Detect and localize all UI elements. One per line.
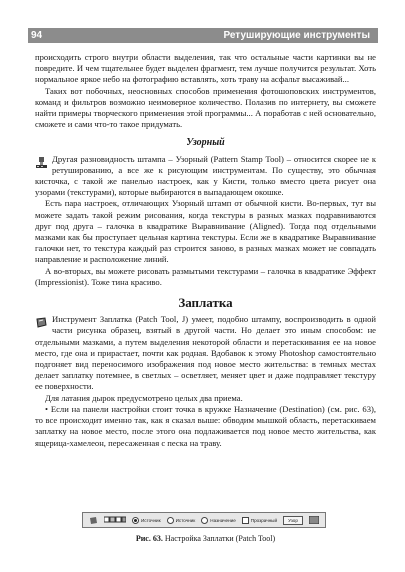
option-label: Назначение	[210, 517, 236, 523]
patch-options-bar-figure	[82, 512, 326, 528]
patch-tool-icon	[35, 316, 48, 332]
figure-caption	[35, 534, 376, 543]
page-body	[35, 52, 376, 449]
section-heading: Заплатка	[178, 295, 233, 311]
radio-button[interactable]	[132, 517, 139, 524]
paragraph: Таких вот побочных, неосновных способов применения фотошоповских инструментов, команд и фильтров возможно неимоверное количество. Полазив по интернету, вы сможете найти примеры творческого применения этой программы... А поработав с ней основательно, сможете и сами что-то такое придумать.	[35, 85, 376, 130]
radio-button[interactable]	[167, 517, 174, 524]
paragraph: • Если на панели настройки стоит точка в кружке Назначение (Destination) (см. рис. 63), то все происходит именно так, как я сказал выше: обводим мышкой область, перетаскиваем заплатку на новое место, после этого она подлаживается под новое место жительства, как ящерица-хамелеон, пересаженная с песка на траву.	[35, 403, 376, 448]
pattern-swatch[interactable]	[309, 516, 319, 524]
mode-icons	[104, 516, 126, 524]
paragraph-text: Инструмент Заплатка (Patch Tool, J) умеет, подобно штампу, воспроизводить в одной части рисунка образец, взятый в другой части. Но делает это иным способом: не отдельными мазками, а путем выделения некоторой области и перетаскивания ее на новое место, где она и прирастает, почти как родная. Вдобавок к этому Photoshop самостоятельно подгоняет вид переносимого изображения под новое место жительства: в темных местах делает заплатку потемнее, в светлых – осветляет, меняет цвет и даже подправляет текстуру ее поверхности.	[35, 314, 376, 392]
pattern-stamp-icon	[35, 156, 48, 172]
checkbox[interactable]	[242, 517, 249, 524]
option-item[interactable]	[201, 517, 236, 524]
option-label: Источник	[175, 517, 196, 523]
paragraph: происходить строго внутри области выделения, так что остальные части картинки вы не повредите. И чем тщательнее будет выделен фрагмент, тем лучше получится результат. Хоть нормальное яркое небо на фотографию вставлять, хоть траву на асфальт высаживай...	[35, 52, 376, 85]
paragraph	[35, 154, 376, 199]
paragraph: Для латания дырок предусмотрено целых два приема.	[45, 392, 243, 403]
use-pattern-button[interactable]: Узор	[283, 516, 303, 525]
option-label: Прозрачный	[250, 517, 278, 523]
option-item[interactable]	[242, 517, 277, 524]
option-label: Источник	[141, 517, 161, 523]
paragraph: Есть пара настроек, отличающих Узорный штамп от обычной кисти. Во-первых, тут вы можете задать такой режим рисования, когда текстуры в разных мазках подравниваются друг под друга – галочка в квадратике Выравнивание (Aligned). Тогда под отдельными мазками как бы проступает цельная картина текстуры. Если же в квадратике Выравнивание галочки нет, то текстура каждый раз строится заново, в разных мазках может не совпадать направление и расположение линий.	[35, 198, 376, 265]
tool-preset-icon	[89, 516, 98, 525]
radio-button[interactable]	[201, 517, 208, 524]
paragraph: А во-вторых, вы можете рисовать размытыми текстурами – галочка в квадратике Эффект (Impressionist). Тоже тина красиво.	[35, 265, 376, 287]
subsection-heading: Узорный	[186, 137, 225, 149]
page-header	[28, 28, 378, 43]
page-number: 94	[31, 30, 43, 41]
caption-text: Настройка Заплатки (Patch Tool)	[164, 534, 276, 543]
paragraph-text: Другая разновидность штампа – Узорный (Pattern Stamp Tool) – относится скорее не к ретушированию, а все же к рисующим инструментам. По существу, это обычная кисточка, с такой же панелью настроек, как у Кисти, только вместо цвета рисует она узорами (текстурами), которые выбираются в выпадающем окошке.	[35, 153, 376, 198]
paragraph	[35, 314, 376, 392]
running-title: Ретуширующие инструменты	[223, 30, 370, 41]
option-item[interactable]	[132, 517, 161, 524]
option-item[interactable]	[167, 517, 196, 524]
caption-label: Рис. 63.	[135, 534, 163, 543]
